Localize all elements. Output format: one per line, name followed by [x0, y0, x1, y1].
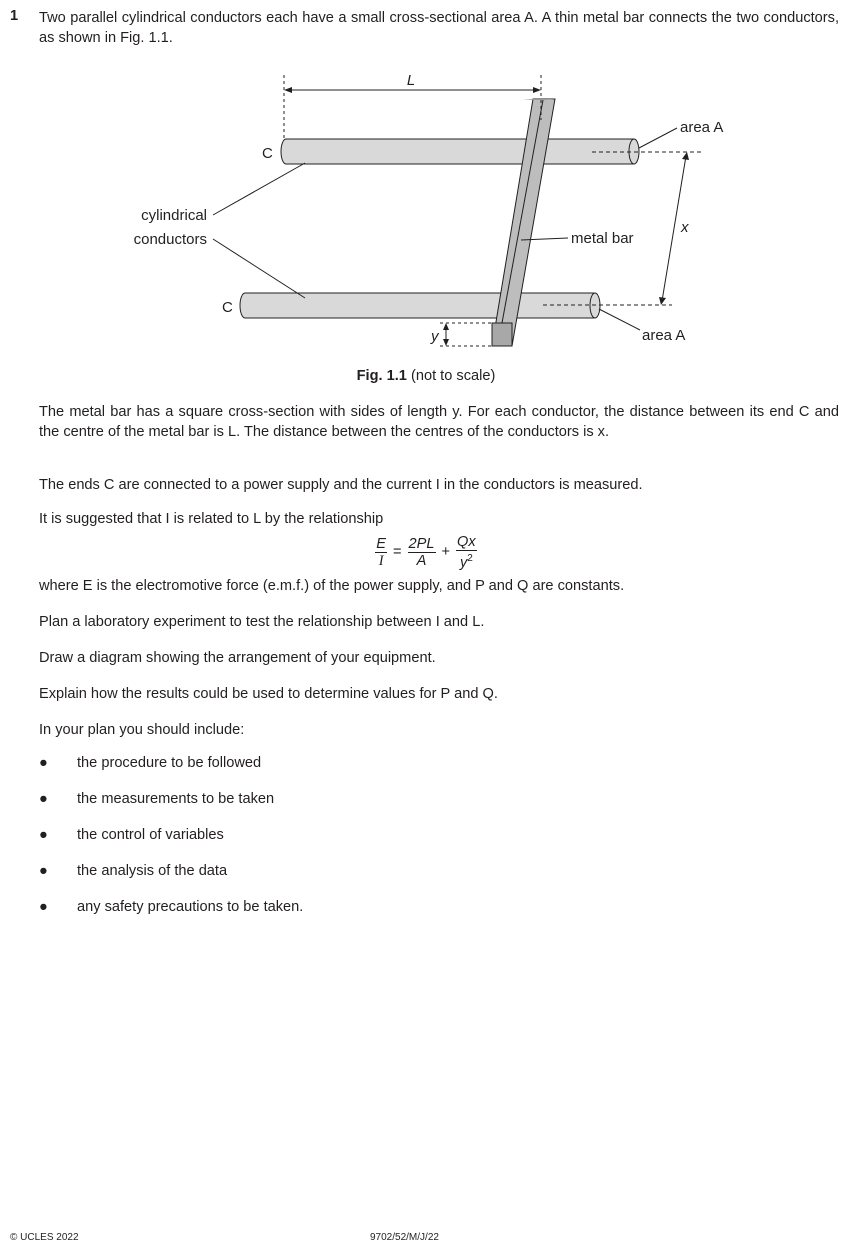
label-x: x — [681, 219, 689, 236]
bottom-cylinder-body — [245, 293, 595, 318]
fraction-E-over-I: $\frac{E}{I}$ — [376, 535, 387, 569]
bottom-cylinder-end-C — [240, 293, 245, 318]
label-metal-bar: metal bar — [571, 230, 634, 247]
label-C-top: C — [262, 145, 273, 162]
label-conductors: conductors — [133, 231, 207, 248]
question-number: 1 — [10, 8, 19, 24]
dim-L-arrow-right — [533, 87, 541, 93]
footer-copyright: © UCLES 2022 — [10, 1232, 79, 1243]
dim-L-arrow-left — [284, 87, 292, 93]
caption-bold: Fig. 1.1 — [356, 368, 407, 384]
fraction-Qx-over-y2: $\frac{Qx}{y^2}$ — [457, 534, 476, 571]
figure-caption — [0, 368, 852, 384]
where-sentence: where E is the electromotive force (e.m.f.) of the power supply, and P and Q are constants. — [39, 578, 625, 594]
figure-1-1-diagram — [0, 60, 852, 360]
current-sentence: The ends C are connected to a power supply and the current I in the conductors is measured. — [39, 477, 643, 493]
include-sentence: In your plan you should include: — [39, 722, 245, 738]
explain-sentence: Explain how the results could be used to determine values for P and Q. — [39, 686, 498, 702]
question-intro: Two parallel cylindrical conductors each have a small cross-sectional area A. A thin metal bar connects the two conductors, as shown in Fig. 1.1. — [39, 10, 839, 46]
label-area-bottom: area A — [642, 327, 686, 344]
label-L: L — [406, 72, 416, 89]
draw-sentence: Draw a diagram showing the arrangement of your equipment. — [39, 650, 436, 666]
top-cylinder-end-C — [281, 139, 286, 164]
label-area-top: area A — [680, 119, 724, 136]
metal-bar-end — [492, 323, 512, 346]
label-C-bottom: C — [222, 299, 233, 316]
label-cylindrical: cylindrical — [141, 207, 207, 224]
suggested-sentence: It is suggested that I is related to L by the relationship — [39, 511, 384, 527]
top-cylinder-body — [286, 139, 634, 164]
description-paragraph: The metal bar has a square cross-section with sides of length y. For each conductor, the distance between its end C and the centre of the metal bar is L. The distance between the centres of the conductors is x. — [39, 404, 839, 440]
fraction-2PL-over-A: $\frac{2PL}{A}$ — [408, 535, 435, 569]
footer-code: 9702/52/M/J/22 — [370, 1232, 439, 1243]
plan-sentence: Plan a laboratory experiment to test the relationship between I and L. — [39, 614, 485, 630]
label-y: y — [431, 328, 439, 345]
caption-rest: (not to scale) — [406, 368, 496, 384]
relationship-equation: $\frac{E}{I}$ = $\frac{2PL}{A}$ + $\frac{Qx}{y^2}$ — [376, 534, 476, 571]
